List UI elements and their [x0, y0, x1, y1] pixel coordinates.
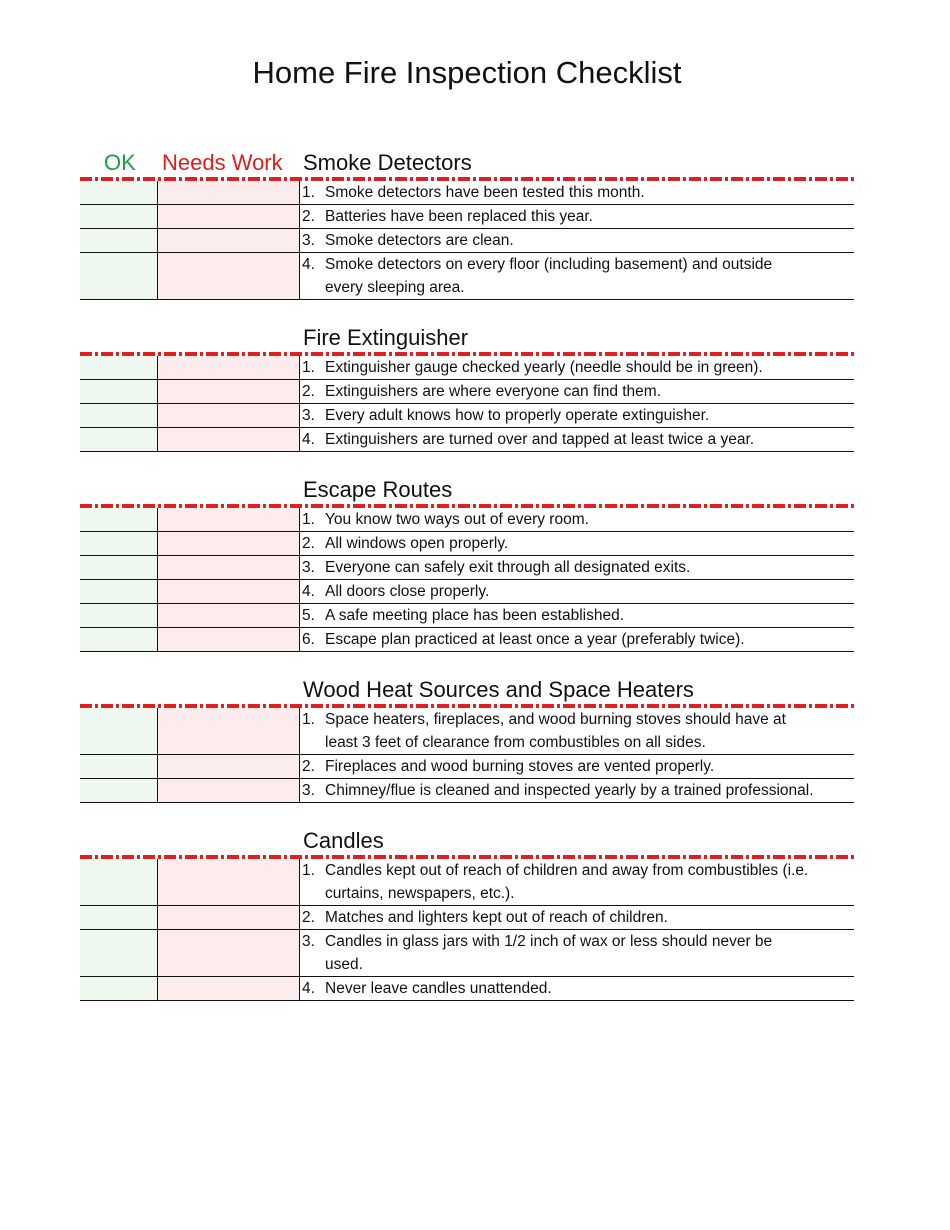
ok-checkbox-cell[interactable]: [80, 556, 158, 579]
checklist-row: [80, 356, 854, 380]
item-text-cell: [300, 205, 854, 228]
needs-work-checkbox-cell[interactable]: [158, 229, 300, 252]
checklist-section: [80, 823, 854, 1001]
section-header: [80, 823, 854, 859]
ok-checkbox-cell[interactable]: [80, 229, 158, 252]
item-text-cell: [300, 977, 854, 1000]
needs-work-checkbox-cell[interactable]: [158, 604, 300, 627]
ok-checkbox-cell[interactable]: [80, 906, 158, 929]
item-text: You know two ways out of every room.: [325, 511, 589, 528]
section-divider: [80, 855, 854, 859]
checklist-row: [80, 532, 854, 556]
item-text: Extinguisher gauge checked yearly (needle should be in green).: [325, 359, 763, 376]
checklist-section: [80, 672, 854, 803]
needs-work-checkbox-cell[interactable]: [158, 708, 300, 754]
needs-work-checkbox-cell[interactable]: [158, 508, 300, 531]
item-text-cell: [300, 380, 854, 403]
ok-checkbox-cell[interactable]: [80, 604, 158, 627]
item-text: Smoke detectors are clean.: [325, 232, 514, 249]
section-divider: [80, 704, 854, 708]
needs-work-checkbox-cell[interactable]: [158, 205, 300, 228]
checklist-row: [80, 930, 854, 977]
needs-work-checkbox-cell[interactable]: [158, 580, 300, 603]
ok-checkbox-cell[interactable]: [80, 181, 158, 204]
ok-checkbox-cell[interactable]: [80, 755, 158, 778]
item-text-cell: [300, 181, 854, 204]
item-text: Batteries have been replaced this year.: [325, 208, 593, 225]
ok-checkbox-cell[interactable]: [80, 930, 158, 976]
item-text: Smoke detectors have been tested this month.: [325, 184, 645, 201]
section-title: Wood Heat Sources and Space Heaters: [303, 677, 694, 702]
item-number: 4.: [302, 980, 315, 997]
item-text-cell: [300, 906, 854, 929]
item-text: Candles in glass jars with 1/2 inch of wax or less should never be used.: [325, 933, 773, 973]
ok-column-label: OK: [104, 150, 136, 175]
item-number: 3.: [302, 559, 315, 576]
needs-work-checkbox-cell[interactable]: [158, 859, 300, 905]
ok-checkbox-cell[interactable]: [80, 404, 158, 427]
needs-work-checkbox-cell[interactable]: [158, 380, 300, 403]
item-text-cell: [300, 779, 854, 802]
item-text-cell: [300, 253, 854, 299]
item-number: 2.: [302, 383, 315, 400]
checklist-row: [80, 580, 854, 604]
item-number: 3.: [302, 933, 315, 950]
item-number: 1.: [302, 184, 315, 201]
item-text: Extinguishers are where everyone can find them.: [325, 383, 662, 400]
ok-checkbox-cell[interactable]: [80, 428, 158, 451]
item-number: 4.: [302, 431, 315, 448]
checklist-row: [80, 253, 854, 300]
item-text-cell: [300, 604, 854, 627]
checklist-row: [80, 977, 854, 1001]
item-text: Every adult knows how to properly operate extinguisher.: [325, 407, 710, 424]
item-text-cell: [300, 859, 854, 905]
checklist-row: [80, 906, 854, 930]
checklist-row: [80, 628, 854, 652]
checklist-row: [80, 779, 854, 803]
item-text-cell: [300, 628, 854, 651]
needs-work-checkbox-cell[interactable]: [158, 779, 300, 802]
ok-checkbox-cell[interactable]: [80, 977, 158, 1000]
section-divider: [80, 352, 854, 356]
item-text: Never leave candles unattended.: [325, 980, 552, 997]
item-text-cell: [300, 580, 854, 603]
item-text-cell: [300, 708, 854, 754]
section-divider: [80, 504, 854, 508]
item-number: 2.: [302, 208, 315, 225]
checklist-sections: [80, 145, 854, 1021]
item-text: Smoke detectors on every floor (including basement) and outside every sleeping area.: [325, 256, 773, 296]
item-text-cell: [300, 532, 854, 555]
ok-checkbox-cell[interactable]: [80, 628, 158, 651]
item-text-cell: [300, 404, 854, 427]
checklist-row: [80, 181, 854, 205]
item-text: Everyone can safely exit through all designated exits.: [325, 559, 691, 576]
item-text: Extinguishers are turned over and tapped at least twice a year.: [325, 431, 755, 448]
item-number: 3.: [302, 782, 315, 799]
section-divider: [80, 177, 854, 181]
checklist-row: [80, 404, 854, 428]
needs-work-checkbox-cell[interactable]: [158, 755, 300, 778]
needs-work-checkbox-cell[interactable]: [158, 253, 300, 299]
item-number: 4.: [302, 583, 315, 600]
checklist-row: [80, 380, 854, 404]
item-text-cell: [300, 428, 854, 451]
checklist-row: [80, 508, 854, 532]
item-number: 2.: [302, 909, 315, 926]
checklist-row: [80, 708, 854, 755]
item-text: All doors close properly.: [325, 583, 490, 600]
checklist-row: [80, 755, 854, 779]
item-text: Matches and lighters kept out of reach of children.: [325, 909, 668, 926]
ok-checkbox-cell[interactable]: [80, 380, 158, 403]
item-number: 1.: [302, 711, 315, 728]
item-text: Escape plan practiced at least once a year (preferably twice).: [325, 631, 745, 648]
section-title: Candles: [303, 828, 384, 853]
item-number: 6.: [302, 631, 315, 648]
checklist-row: [80, 859, 854, 906]
ok-checkbox-cell[interactable]: [80, 508, 158, 531]
needs-work-checkbox-cell[interactable]: [158, 556, 300, 579]
item-number: 1.: [302, 862, 315, 879]
section-title: Escape Routes: [303, 477, 453, 502]
needs-work-column-label: Needs Work: [162, 150, 283, 175]
checklist-section: [80, 472, 854, 652]
needs-work-checkbox-cell[interactable]: [158, 428, 300, 451]
needs-work-checkbox-cell[interactable]: [158, 977, 300, 1000]
needs-work-checkbox-cell[interactable]: [158, 906, 300, 929]
item-number: 1.: [302, 359, 315, 376]
checklist-row: [80, 229, 854, 253]
item-number: 3.: [302, 407, 315, 424]
item-text-cell: [300, 356, 854, 379]
checklist-row: [80, 428, 854, 452]
section-header: [80, 672, 854, 708]
checklist-section: [80, 320, 854, 452]
checklist-row: [80, 556, 854, 580]
item-number: 4.: [302, 256, 315, 273]
item-text-cell: [300, 508, 854, 531]
ok-checkbox-cell[interactable]: [80, 859, 158, 905]
item-text: Fireplaces and wood burning stoves are vented properly.: [325, 758, 715, 775]
item-text: All windows open properly.: [325, 535, 509, 552]
item-text: A safe meeting place has been established.: [325, 607, 625, 624]
ok-checkbox-cell[interactable]: [80, 708, 158, 754]
item-text: Chimney/flue is cleaned and inspected yearly by a trained professional.: [325, 782, 814, 799]
item-number: 2.: [302, 758, 315, 775]
needs-work-checkbox-cell[interactable]: [158, 181, 300, 204]
ok-checkbox-cell[interactable]: [80, 253, 158, 299]
item-text-cell: [300, 930, 854, 976]
ok-checkbox-cell[interactable]: [80, 580, 158, 603]
checklist-section: [80, 145, 854, 300]
item-number: 5.: [302, 607, 315, 624]
ok-checkbox-cell[interactable]: [80, 532, 158, 555]
section-title: Smoke Detectors: [303, 150, 472, 175]
needs-work-checkbox-cell[interactable]: [158, 356, 300, 379]
needs-work-checkbox-cell[interactable]: [158, 930, 300, 976]
item-text: Space heaters, fireplaces, and wood burning stoves should have at least 3 feet of clearance from combustibles on all sides.: [325, 711, 786, 751]
section-header: [80, 320, 854, 356]
item-number: 2.: [302, 535, 315, 552]
ok-checkbox-cell[interactable]: [80, 205, 158, 228]
item-number: 1.: [302, 511, 315, 528]
section-header: [80, 472, 854, 508]
item-number: 3.: [302, 232, 315, 249]
needs-work-checkbox-cell[interactable]: [158, 628, 300, 651]
section-header: [80, 145, 854, 181]
needs-work-checkbox-cell[interactable]: [158, 532, 300, 555]
item-text-cell: [300, 229, 854, 252]
item-text-cell: [300, 556, 854, 579]
checklist-row: [80, 604, 854, 628]
ok-checkbox-cell[interactable]: [80, 356, 158, 379]
ok-checkbox-cell[interactable]: [80, 779, 158, 802]
needs-work-checkbox-cell[interactable]: [158, 404, 300, 427]
page-title: Home Fire Inspection Checklist: [252, 55, 682, 90]
item-text-cell: [300, 755, 854, 778]
checklist-row: [80, 205, 854, 229]
section-title: Fire Extinguisher: [303, 325, 469, 350]
item-text: Candles kept out of reach of children and away from combustibles (i.e. curtains, newspapers, etc.).: [325, 862, 809, 902]
